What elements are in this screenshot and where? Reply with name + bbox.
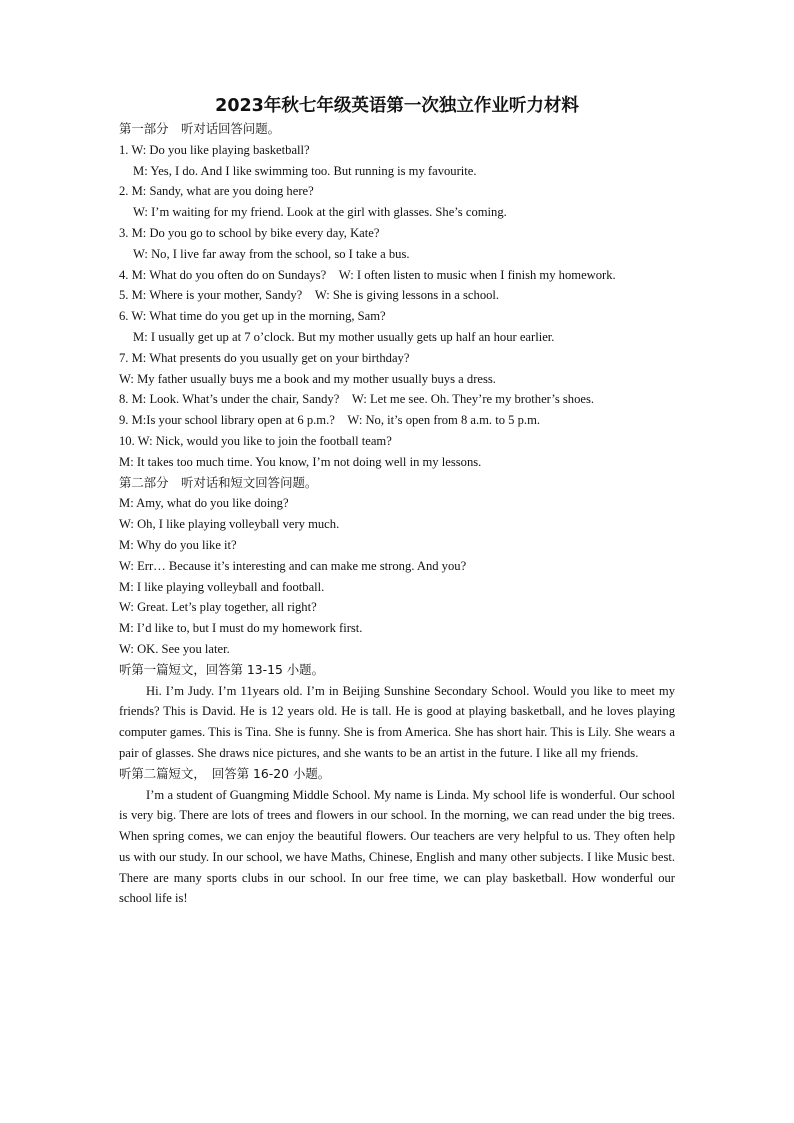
dialogue-line: M: Yes, I do. And I like swimming too. But running is my favourite.	[133, 163, 477, 178]
part1-heading: 第一部分 听对话回答问题。	[119, 121, 281, 136]
dialogue-line: 1. W: Do you like playing basketball?	[119, 142, 310, 157]
dialogue-line: 2. M: Sandy, what are you doing here?	[119, 184, 314, 199]
document-body	[119, 119, 675, 909]
dialogue-line: W: My father usually buys me a book and my mother usually buys a dress.	[119, 371, 496, 386]
passage1-heading: 听第一篇短文，回答第 13-15 小题。	[119, 661, 324, 677]
dialogue-line: M: Amy, what do you like doing?	[119, 496, 289, 511]
dialogue-line: 10. W: Nick, would you like to join the football team?	[119, 433, 392, 448]
dialogue-line: M: I like playing volleyball and football.	[119, 579, 325, 594]
dialogue-line: W: Err… Because it’s interesting and can make me strong. And you?	[119, 558, 467, 573]
dialogue-line: W: Great. Let’s play together, all right?	[119, 600, 317, 615]
dialogue-line: M: Why do you like it?	[119, 537, 237, 552]
dialogue-line: 5. M: Where is your mother, Sandy? W: She is giving lessons in a school.	[119, 288, 500, 303]
dialogue-line: M: I’d like to, but I must do my homework first.	[119, 621, 363, 636]
page-title: 2023年秋七年级英语第一次独立作业听力材料	[215, 96, 579, 116]
dialogue-line: 8. M: Look. What’s under the chair, Sandy? W: Let me see. Oh. They’re my brother’s shoes.	[119, 392, 595, 407]
dialogue-line: 4. M: What do you often do on Sundays? W: I often listen to music when I finish my homework.	[119, 267, 616, 282]
dialogue-line: W: Oh, I like playing volleyball very much.	[119, 517, 340, 532]
dialogue-line: M: It takes too much time. You know, I’m not doing well in my lessons.	[119, 454, 482, 469]
passage1-text: Hi. I’m Judy. I’m 11years old. I’m in Beijing Sunshine Secondary School. Would you like to meet my friends? This is David. He is 12 years old. He is tall. He is good at playing basketball, and he loves playing computer games. This is Tina. She is funny. She is from America. She has short hair. This is Lily. She wears a pair of glasses. She draws nice pictures, and she wants to be an artist in the future. I like all my friends.	[119, 683, 675, 760]
dialogue-line: 6. W: What time do you get up in the morning, Sam?	[119, 309, 386, 324]
dialogue-line: 9. M:Is your school library open at 6 p.m.? W: No, it’s open from 8 a.m. to 5 p.m.	[119, 413, 541, 428]
dialogue-line: M: I usually get up at 7 o’clock. But my mother usually gets up half an hour earlier.	[133, 329, 555, 344]
passage2-heading: 听第二篇短文， 回答第 16-20 小题。	[119, 765, 331, 781]
part2-heading: 第二部分 听对话和短文回答问题。	[119, 474, 318, 490]
passage2-text: I’m a student of Guangming Middle School. My name is Linda. My school life is wonderful. Our school is very big. There are lots of trees and flowers in our school. In the morning, we can read under the big trees. When spring comes, we can enjoy the beautiful flowers. Our teachers are very helpful to us. They often help us with our study. In our school, we have Maths, Chinese, English and many other subjects. I like Music best. There are many sports clubs in our school. In our free time, we can play basketball. How wonderful our school life is!	[119, 787, 675, 906]
dialogue-line: 7. M: What presents do you usually get on your birthday?	[119, 350, 410, 365]
dialogue-line: W: I’m waiting for my friend. Look at the girl with glasses. She’s coming.	[133, 205, 507, 220]
dialogue-line: 3. M: Do you go to school by bike every day, Kate?	[119, 225, 380, 240]
dialogue-line: W: No, I live far away from the school, so I take a bus.	[133, 246, 410, 261]
dialogue-line: W: OK. See you later.	[119, 641, 230, 656]
